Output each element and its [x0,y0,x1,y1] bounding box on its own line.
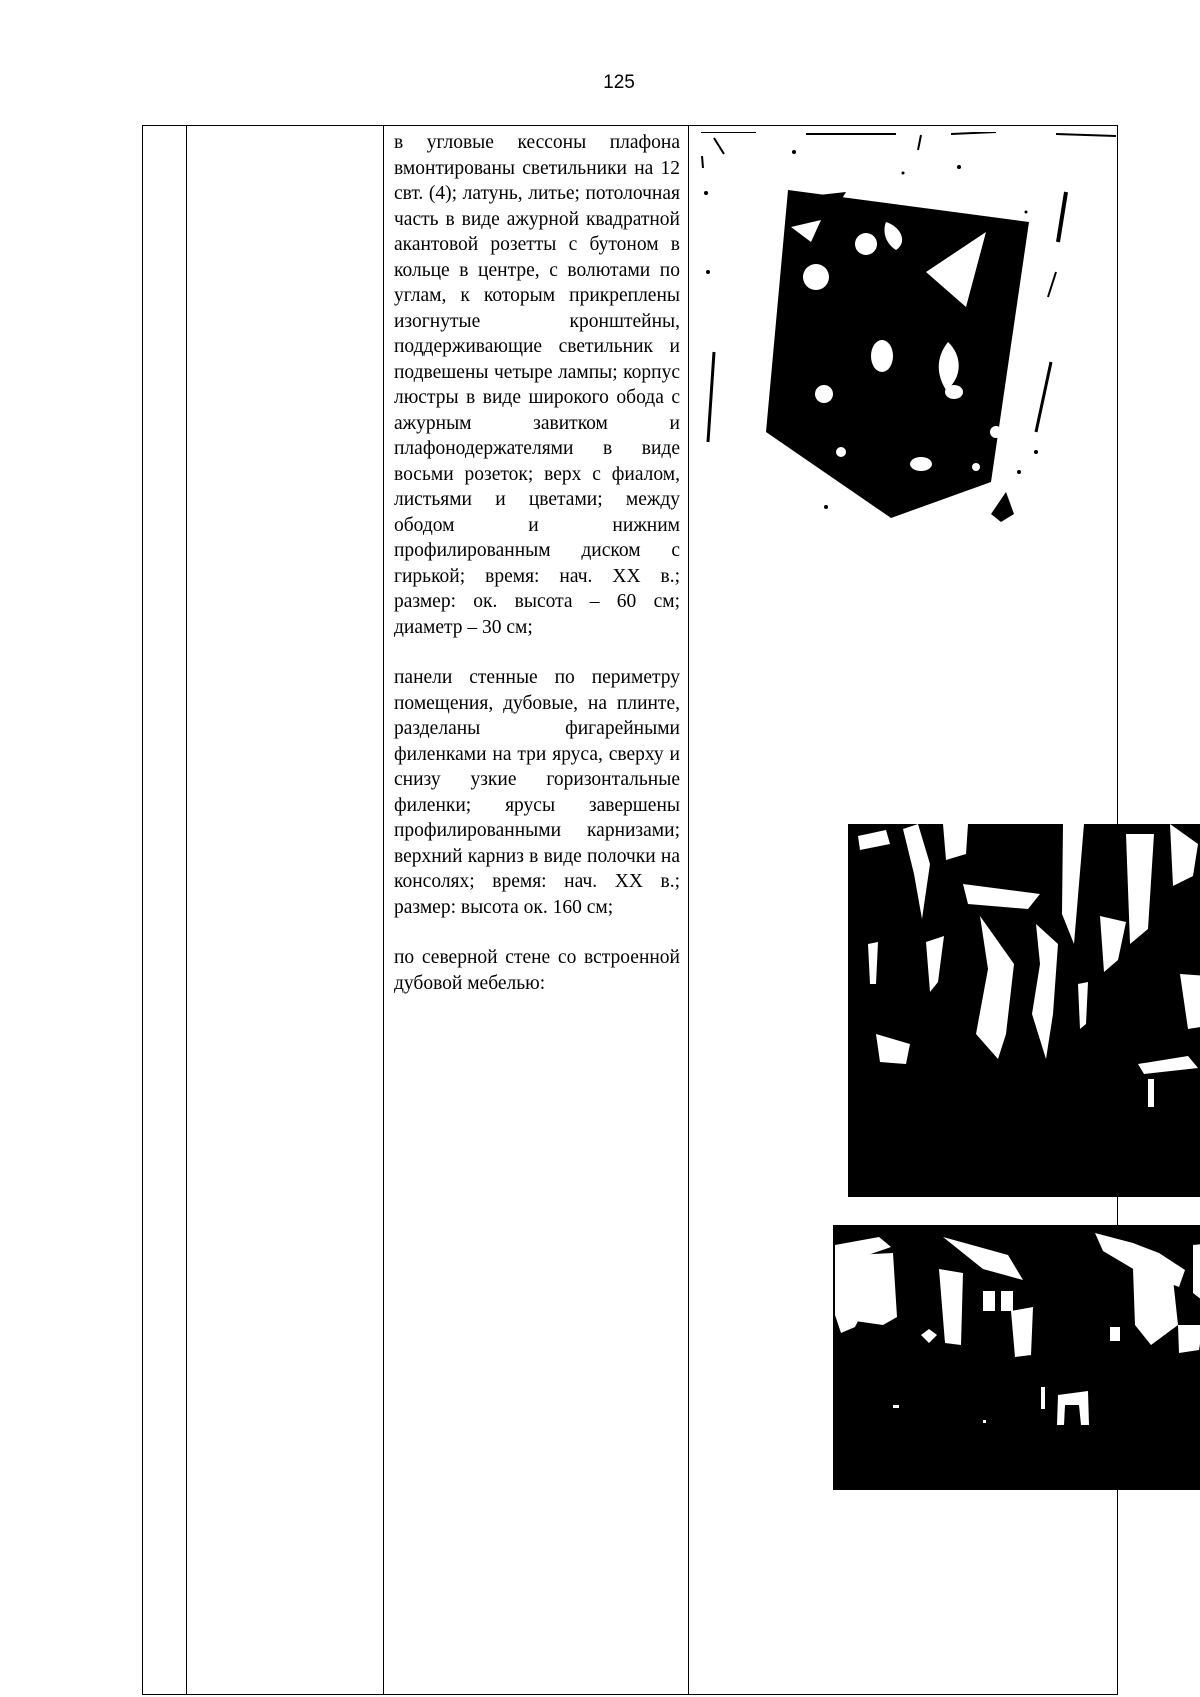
wall-panels-description: панели стенные по периметру помещения, дубовые, на плинте, разделаны фигарейными филенками на три яруса, сверху и снизу узкие горизонтальные филенки; ярусы завершены профилированными карнизами; верхний карниз в виде полочки на консолях; время: нач. XX в.; размер: высота ок. 160 см; [394,667,680,918]
north-wall-furniture-description: по северной стене со встроенной дубовой мебелью: [394,947,680,994]
page-number: 125 [603,72,635,93]
chandelier-description: в угловые кессоны плафона вмонтированы светильники на 12 свт. (4); латунь, литье; потолочная часть в виде ажурной квадратной акантовой розетты с бутоном в кольце в центре, с волютами по углам, к которым прикреплены изогнутые кронштейны, поддерживающие светильник и подвешены четыре лампы; корпус люстры в виде широкого обода с ажурным завитком и плафонодержателями в виде восьми розеток; верх с фиалом, листьями и цветами; между ободом и нижним профилированным диском с гирькой; время: нач. XX в.; размер: ок. высота – 60 см; диаметр – 30 см; [394,132,680,638]
inventory-table [142,125,1118,1695]
wall-panels-photo [848,824,1200,1197]
column-divider [186,126,187,1694]
column-divider [688,126,689,1694]
description-column [394,130,680,996]
chandelier-photo [696,132,1200,702]
column-divider [383,126,384,1694]
north-wall-furniture-photo [833,1225,1200,1490]
